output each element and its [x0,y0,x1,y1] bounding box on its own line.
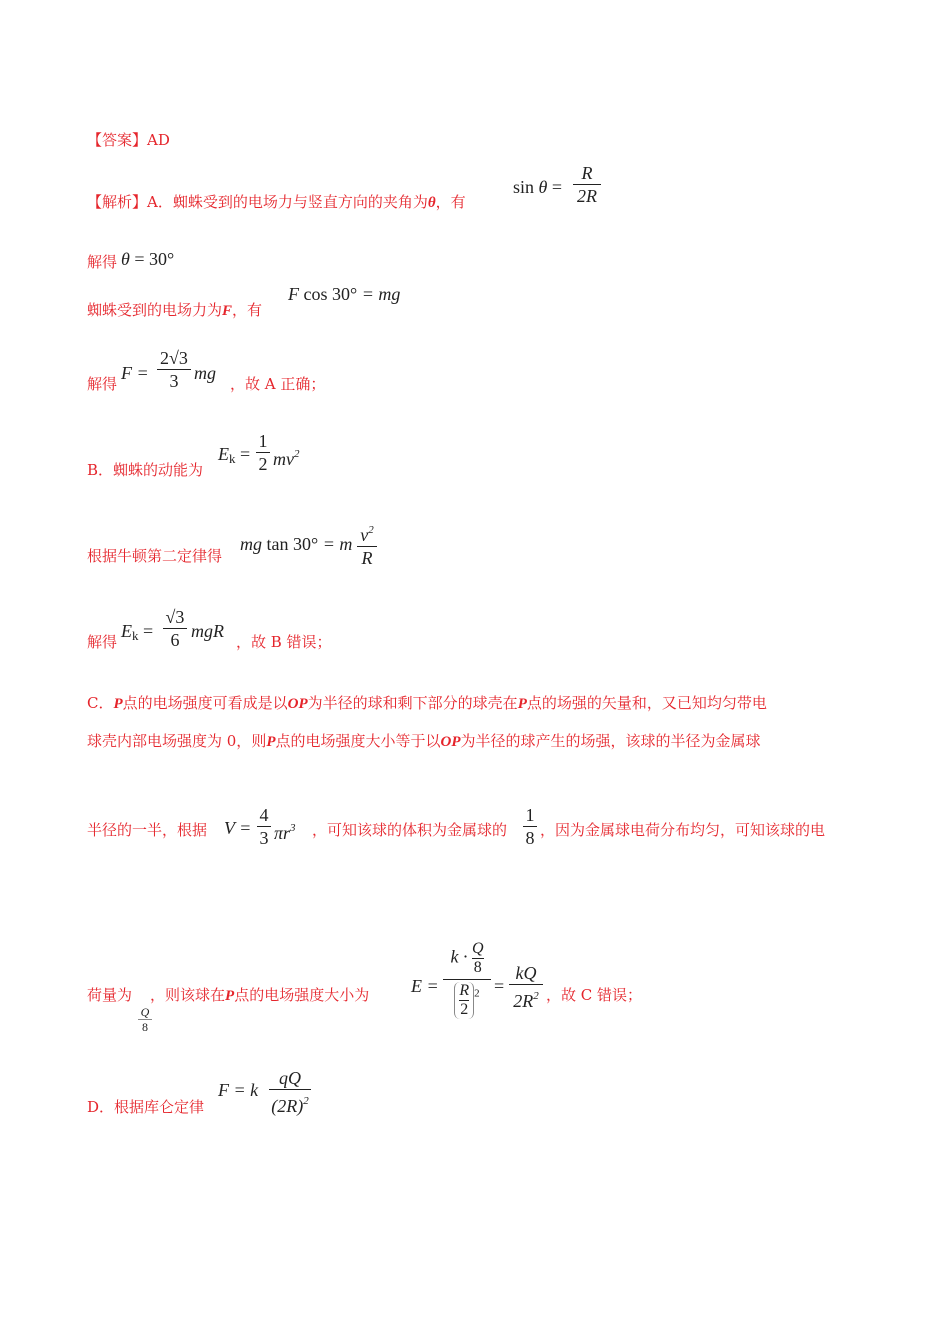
A-tail-text: ，有 [435,193,466,211]
C-line-1: C．P点的电场强度可看成是以OP为半径的球和剩下部分的球壳在P点的场强的矢量和，又已知均匀带电 [87,694,767,712]
newton-law-line: 根据牛顿第二定律得 [87,547,223,565]
mg-term: mg [194,363,216,383]
2sqrt3-over-3-fraction: 2√3 3 [156,347,192,392]
theta-symbol: θ [427,195,436,211]
C-line-3-end: ，因为金属球电荷分布均匀，可知该球的电 [540,821,826,839]
qQ-over-2R-squared-fraction: qQ $(2R)^2$ [268,1067,312,1117]
mgR-term: mgR [191,621,224,641]
one-eighth-fraction: 1 8 [522,804,538,849]
C-line-4-mid: ，则该球在P点的电场强度大小为 [150,986,370,1004]
sqrt3-over-6-fraction: √3 6 [162,606,188,651]
F-equals: F = [121,363,149,383]
solve-theta-line: 解得 [87,253,118,271]
solve-F-line: 解得 [87,375,118,393]
kQ-over-2R2-fraction: kQ $2R^2$ [508,962,544,1012]
F-equals-k: F = k [218,1080,259,1100]
E-equals: E = [411,976,439,996]
C-line-3-mid: ，可知该球的体积为金属球的 [312,821,508,839]
C-conclusion: ，故 C 错误； [546,986,643,1004]
v2-over-R-fraction: $v^2$ R [356,519,378,569]
sin-theta-lhs: sin θ = [513,177,563,197]
B-intro-line: B．蜘蛛的动能为 [87,461,204,479]
C-line-4-start: 荷量为 [87,986,133,1004]
B-conclusion: ，故 B 错误； [236,633,332,651]
mg-tan30-equation: mg tan 30° = m [240,534,353,554]
equals-sign: = [494,976,505,996]
C-line-2: 球壳内部电场强度为 0，则P点的电场强度大小等于以OP为半径的球产生的场强，该球的半径为金属球 [87,732,761,750]
Ek-equals: $E_k$ = [218,444,251,466]
D-intro-line: D．根据库仑定律 [87,1098,205,1116]
answer-label: 【答案】AD [87,131,170,149]
mv-squared: $mv^2$ [273,448,300,469]
one-half-fraction: 1 2 [255,430,271,475]
R-over-2R-fraction: R 2R [572,162,602,207]
analysis-A-line [87,192,466,213]
Q-over-8-fraction: Q 8 [137,1005,153,1034]
four-thirds-fraction: 4 3 [256,804,272,849]
electric-force-line: 蜘蛛受到的电场力为F，有 [87,301,263,319]
V-equals: V = [224,818,252,838]
solve-Ek-line: 解得 [87,633,118,651]
F-cos30-equation: F cos 30° = mg [288,284,401,304]
theta-equals-30: θ = 30° [121,249,175,269]
pi-r-cubed: $\pi r^3$ [274,822,296,843]
analysis-label: 【解析】 [87,193,148,211]
A-conclusion: ，故 A 正确； [230,375,326,393]
Ek-equals-2: $E_k$ = [121,621,154,643]
kQ8-over-R2-squared-fraction: k · $\frac{Q}{8}$ $\frac{R}{2}$ $^2$ [442,940,492,1019]
C-line-3: 半径的一半，根据 [87,821,208,839]
A-intro-text: A．蜘蛛受到的电场力与竖直方向的夹角为 [147,193,428,211]
